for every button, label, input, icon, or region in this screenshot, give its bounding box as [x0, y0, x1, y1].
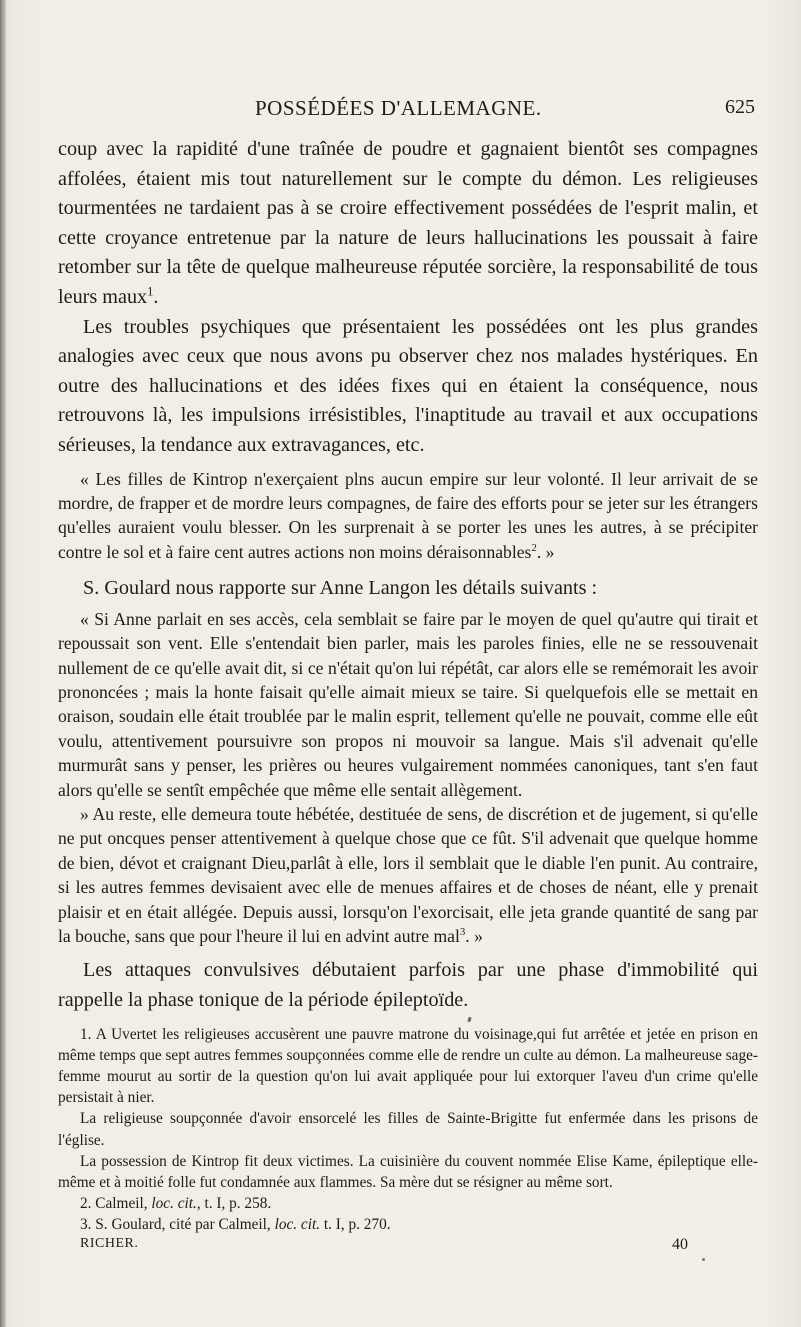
page-header: [0, 96, 801, 126]
page-binding-edge: [0, 0, 6, 1327]
page-body: [58, 135, 758, 1258]
footnote-ref-3: 3: [459, 926, 466, 939]
quote-anne-langon-1: « Si Anne parlait en ses accès, cela semblait se faire par le moyen de quel qu'autre qui tirait et repoussait son vent. Elle s'entendait bien parler, mais les paroles finies, elle ne se ressouvenait nullement de ce qu'elle avait dit, si ce n'était qu'on lui répétât, car alors elle se remémorait les avoir prononcées ; mais la honte faisait qu'elle aimait mieux se taire. Si quelquefois elle se mettait en oraison, soudain elle était troublée par le malin esprit, tellement qu'elle ne pouvait, comme elle eût voulu, attentivement poursuivre son propos ni mouvoir sa langue. Mais s'il advenait qu'elle murmurât sans y penser, les prières ou heures vulgairement nommées canoniques, tant s'en faut alors qu'elle se sentît empêchée que même elle sentait allègement.: [58, 608, 758, 800]
footnote-3: [58, 1214, 758, 1235]
paragraph-2: Les troubles psychiques que présentaient les possédées ont les plus grandes analogies avec ceux que nous avons pu observer chez nos malades hystériques. En outre des hallucinations et des idées fixes qui en étaient la conséquence, nous retrouvons là, les impulsions irrésistibles, l'inaptitude au travail et aux occupations sérieuses, la tendance aux extravagances, etc.: [58, 315, 758, 456]
paragraph-1-text: coup avec la rapidité d'une traînée de poudre et gagnaient bientôt ses compagnes affolées, étaient mis tout naturellement sur le compte du démon. Les religieuses tourmentées ne tardaient pas à se croire effectivement possédées de l'esprit malin, et cette croyance entretenue par la nature de leurs hallucinations les poussait à faire retomber sur la tête de quelque malheureuse réputée sorcière, la responsabilité de tous leurs maux: [58, 138, 758, 308]
footnote-3-ref: loc. cit.: [274, 1216, 321, 1234]
running-title: POSSÉDÉES D'ALLEMAGNE.: [255, 96, 542, 120]
paper-speck: [702, 1258, 705, 1261]
page-number: 625: [725, 96, 755, 118]
footnote-2-ref: loc. cit.: [151, 1195, 197, 1213]
footnote-ref-1: 1: [147, 284, 154, 299]
paragraph-3: S. Goulard nous rapporte sur Anne Langon les détails suivants :: [83, 577, 598, 600]
footnote-1-cont-a: La religieuse soupçonnée d'avoir ensorcelé les filles de Sainte-Brigitte fut enfermée dans les prisons de l'église.: [58, 1110, 758, 1149]
footnote-3-lead: 3. S. Goulard, cité par Calmeil,: [80, 1216, 275, 1234]
footnote-2-lead: 2. Calmeil,: [80, 1195, 152, 1213]
printer-signature: RICHER.: [80, 1235, 139, 1251]
paragraph-1: [58, 135, 758, 313]
quote-anne-langon-2: [58, 802, 758, 948]
footnote-1: 1. A Uvertet les religieuses accusèrent une pauvre matrone du voisinage,qui fut arrêtée et jetée en prison en même temps que sept autres femmes soupçonnées comme elle de rendre un culte au démon. La malheureuse sage-femme mourut au sortir de la question qu'on lui avait appliquée pour lui extorquer l'aveu d'un crime qu'elle persistait à nier.: [58, 1025, 758, 1107]
paragraph-4: Les attaques convulsives débutaient parfois par une phase d'immobilité qui rappelle la phase tonique de la période épileptoïde.: [58, 959, 758, 1012]
footnote-1-cont-b: La possession de Kintrop fit deux victimes. La cuisinière du couvent nommée Elise Kame, épileptique elle-même et à moitié folle fut condamnée aux flammes. Sa mère dut se résigner au même sort.: [58, 1152, 758, 1192]
quote-kintrop-end: . »: [536, 541, 555, 562]
quote-kintrop-text: « Les filles de Kintrop n'exerçaient plns aucun empire sur leur volonté. Il leur arrivait de se mordre, de frapper et de mordre leurs compagnes, de faire des efforts pour se jeter sur les étrangers qu'elles auraient voulu blesser. On les surprenait à se porter les unes les autres, à se précipiter contre le sol et à faire cent autres actions non moins déraisonnables: [58, 468, 758, 562]
signature-line: [58, 1236, 758, 1258]
quote-kintrop: [58, 467, 758, 565]
paragraph-1-end: .: [153, 285, 159, 308]
footnote-ref-2: 2: [531, 541, 537, 554]
footnotes: [58, 1024, 758, 1236]
footnote-2: [58, 1193, 758, 1214]
footnote-3-tail: t. I, p. 270.: [320, 1216, 391, 1234]
quote-anne-langon-2-text: » Au reste, elle demeura toute hébétée, destituée de sens, de discrétion et de jugement, si qu'elle ne put oncques penser attentivement à quelque chose que ce fût. S'il advenait que quelque homme de bien, dévot et craignant Dieu,parlât à elle, lors il semblait que le diable l'en punit. Au contraire, si les autres femmes devisaient avec elle de menues affaires et de choses de néant, elle y prenait plaisir et en était allégée. Depuis aussi, lorsqu'on l'exorcisait, elle jeta grande quantité de sang par la bouche, sans que pour l'heure il lui en advint autre mal: [58, 804, 758, 947]
footnote-2-tail: , t. I, p. 258.: [196, 1195, 272, 1213]
quote-anne-langon-2-end: . »: [465, 926, 483, 947]
sheet-number: 40: [672, 1235, 688, 1253]
